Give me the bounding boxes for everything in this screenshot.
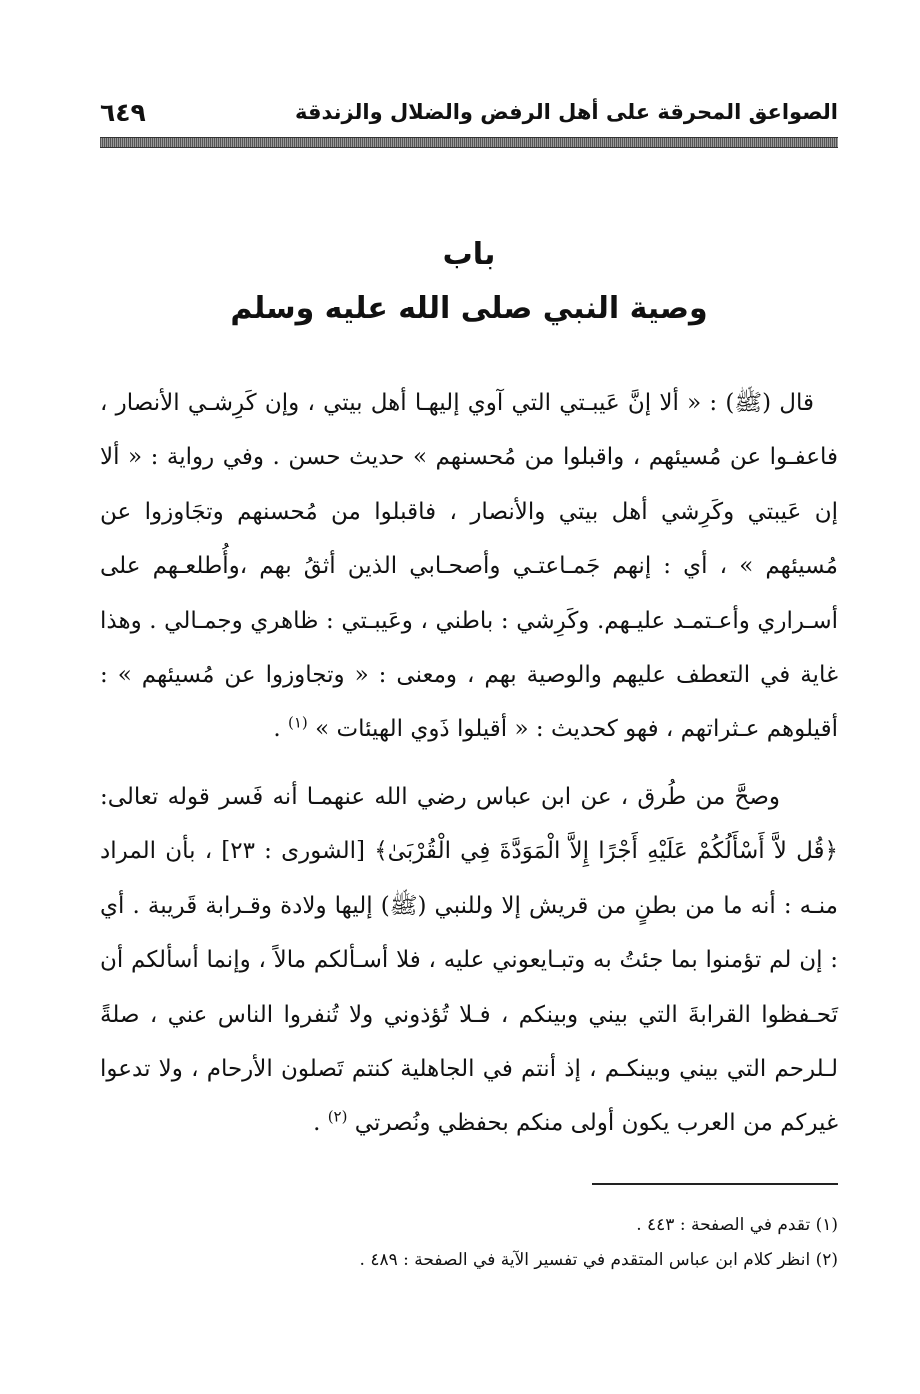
paragraph-text: وصحَّ من طُرق ، عن ابن عباس رضي الله عنهمـا أنه فَسر قوله تعالى: ﴿قُل لاَّ أَسْأَلُكُمْ عَلَيْهِ أَجْرًا إِلاَّ الْمَوَدَّةَ فِي الْقُرْبَىٰ﴾ [الشورى : ٢٣] ، بأن المراد منـه : أنه ما من بطنٍ من قريش إلا وللنبي (ﷺ) إليها ولادة وقـرابة قَريبة . أي : إن لم تؤمنوا بما جئتُ به وتبـايعوني عليه ، فلا أسـألكم مالاً ، وإنما أسألكم أن تَحـفظوا القرابةَ التي بيني وبينكم ، فـلا تُؤذوني ولا تُنفروا الناس عني ، صلةً لـلرحم التي بيني وبينكـم ، إذ أنتم في الجاهلية كنتم تَصلون الأرحام ، ولا تدعوا غيركم من العرب يكون أولى منكم بحفظي ونُصرتي bbox=[100, 784, 838, 1137]
chapter-label: باب bbox=[442, 237, 496, 272]
paragraph-text: قال (ﷺ) : « ألا إنَّ عَيبـتي التي آوي إليهـا أهل بيتي ، وإن كَرِشـي الأنصار ، فاعفـوا عن مُسيئهم ، واقبلوا من مُحسنهم » حديث حسن . وفي رواية : « ألا إن عَيبتي وكَرِشي أهل بيتي والأنصار ، فاقبلوا من مُحسنهم وتجَاوزوا عن مُسيئهم » ، أي : إنهم جَمـاعتـي وأصحـابي الذين أثقُ بهم ،وأُطلعـهم على أسـراري وأعـتمـد عليـهم. وكَرِشي : باطني ، وعَيبـتي : ظاهري وجمـالي . وهذا غاية في التعطف عليهم والوصية بهم ، ومعنى : « وتجاوزوا عن مُسيئهم » : أقيلوهم عـثراتهم ، فهو كحديث : « أقيلوا ذَوي الهيئات » bbox=[100, 390, 838, 743]
body-paragraph bbox=[100, 770, 838, 1151]
running-title: الصواعق المحرقة على أهل الرفض والضلال والزندقة bbox=[294, 100, 838, 124]
paragraph-end: . bbox=[313, 1110, 328, 1137]
body-paragraph bbox=[100, 376, 838, 757]
running-head bbox=[100, 92, 838, 132]
chapter-heading bbox=[100, 230, 838, 338]
footnote: (١) تقدم في الصفحة : ٤٤٣ . bbox=[636, 1215, 838, 1235]
page-number: ٦٤٩ bbox=[100, 97, 146, 127]
footnotes bbox=[100, 1208, 838, 1278]
footnote: (٢) انظر كلام ابن عباس المتقدم في تفسير الآية في الصفحة : ٤٨٩ . bbox=[359, 1250, 838, 1270]
header-rule bbox=[100, 137, 838, 148]
footnote-rule bbox=[592, 1183, 838, 1185]
footnote-reference: (١) bbox=[287, 713, 308, 732]
footnote-reference: (٢) bbox=[327, 1107, 348, 1126]
chapter-title: وصية النبي صلى الله عليه وسلم bbox=[230, 291, 708, 326]
paragraph-end: . bbox=[273, 716, 288, 743]
